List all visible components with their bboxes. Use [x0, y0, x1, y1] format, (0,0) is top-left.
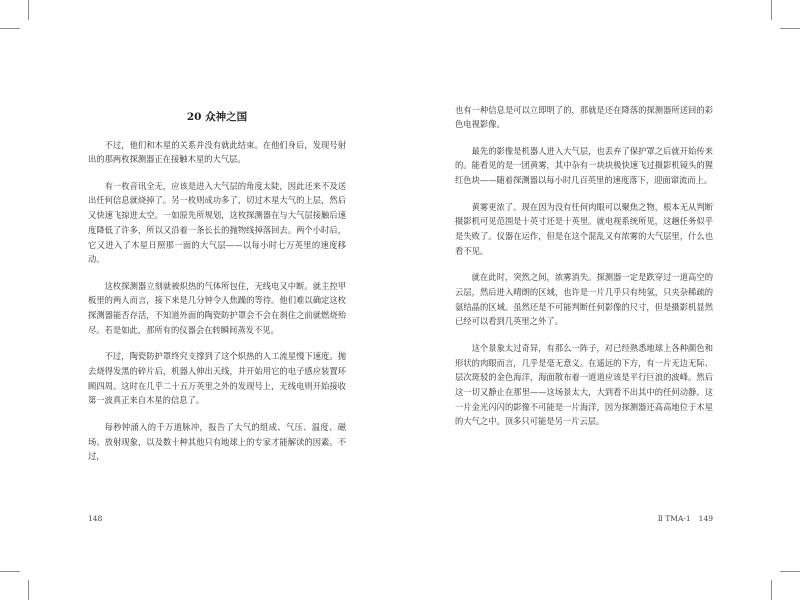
running-section-title: Ⅱ TMA-1	[657, 514, 691, 523]
right-page-number: 149	[698, 514, 713, 523]
crop-mark-bottom-right-horizontal	[780, 571, 800, 572]
left-page-body	[88, 138, 346, 476]
body-paragraph: 这个景象太过奇异，有那么一阵子，对已经熟悉地球上各种颜色和形状的肉眼而言，几乎是毫无意义。在遥远的下方，有一片无边无际、层次斑驳的金色海洋，海面散布着一道道应该是平行巨浪的波峰。然后这一切又静止在那里——这场景太大，大到看不出其中的任何动静。这一片金光闪闪的影像不可能是一片海洋，因为探测器还高高地位于木星的大气之中。顶多只可能是另一片云层。	[455, 342, 713, 427]
crop-mark-top-left-vertical	[28, 0, 29, 20]
crop-mark-top-left-horizontal	[0, 28, 20, 29]
body-paragraph: 黄雾更浓了。现在因为没有任何肉眼可以聚焦之物，根本无从判断摄影机可见范围是十英寸还是十英里。就电视系统所见，这趟任务似乎是失败了。仪器在运作，但是在这个混乱又有浓雾的大气层里，什么也看不见。	[455, 201, 713, 256]
crop-mark-bottom-right-vertical	[771, 580, 772, 600]
body-paragraph: 最先的影像是机器人进入大气层，也丢弃了保护罩之后就开始传来的。能看见的是一团黄雾，其中杂有一块块极快速飞过摄影机镜头的猩红色块——随着探测器以每小时几百英里的速度落下，迎面窜流而上。	[455, 145, 713, 186]
crop-mark-bottom-left-vertical	[28, 580, 29, 600]
body-paragraph: 不过，他们和木星的关系并没有就此结束。在他们身后，发现号射出的那两枚探测器正在接触木星的大气层。	[88, 139, 346, 165]
crop-mark-bottom-left-horizontal	[0, 571, 20, 572]
body-paragraph-continued: 也有一种信息是可以立即明了的，那就是还在降落的探测器所送回的彩色电视影像。	[455, 104, 713, 130]
right-page-body	[455, 103, 713, 441]
crop-mark-top-right-horizontal	[780, 28, 800, 29]
body-paragraph: 每秒钟涌入的千万道脉冲，报告了大气的组成、气压、温度、磁场、放射现象，以及数十种其他只有地球上的专家才能解读的因素。不过，	[88, 421, 346, 462]
left-page-number: 148	[88, 514, 103, 523]
body-paragraph: 这枚探测器立刻就被炽热的气体所包住，无线电又中断。就主控甲板里的两人而言，接下来是几分钟令人焦躁的等待。他们难以确定这枚探测器能否存活，不知道外面的陶瓷防护罩会不会在刹住之前就燃烧殆尽。若是如此，那所有的仪器会在转瞬间蒸发不见。	[88, 280, 346, 335]
body-paragraph: 不过，陶瓷防护罩终究支撑到了这个炽热的人工流星慢下速度。抛去烧得发黑的碎片后，机器人伸出天线，并开始用它的电子感应装置环顾四周。这时在几乎二十五万英里之外的发现号上，无线电则开始接收第一波真正来自木星的信息了。	[88, 351, 346, 406]
chapter-title: 20 众神之国	[186, 111, 248, 123]
body-paragraph: 有一枚音讯全无，应该是进入大气层的角度太陡，因此还来不及送出任何信息就烧掉了。另一枚则成功多了，切过木星大气的上层，然后又快速飞掠进太空。一如原先所规划，这枚探测器在与大气层接触后速度降低了许多，所以又沿着一条长长的抛物线掉落回去。两个小时后，它又进入了木星日照那一面的大气层——以每小时七万英里的速度移动。	[88, 180, 346, 265]
crop-mark-top-right-vertical	[771, 0, 772, 20]
right-page-footer	[658, 513, 713, 525]
body-paragraph: 就在此时，突然之间，浓雾消失。探测器一定是跌穿过一道高空的云层，然后进入晴朗的区域，也许是一片几乎只有纯氢，只夹杂稀疏的氨结晶的区域。虽然还是不可能判断任何影像的尺寸，但是摄影机显然已经可以看到几英里之外了。	[455, 272, 713, 327]
